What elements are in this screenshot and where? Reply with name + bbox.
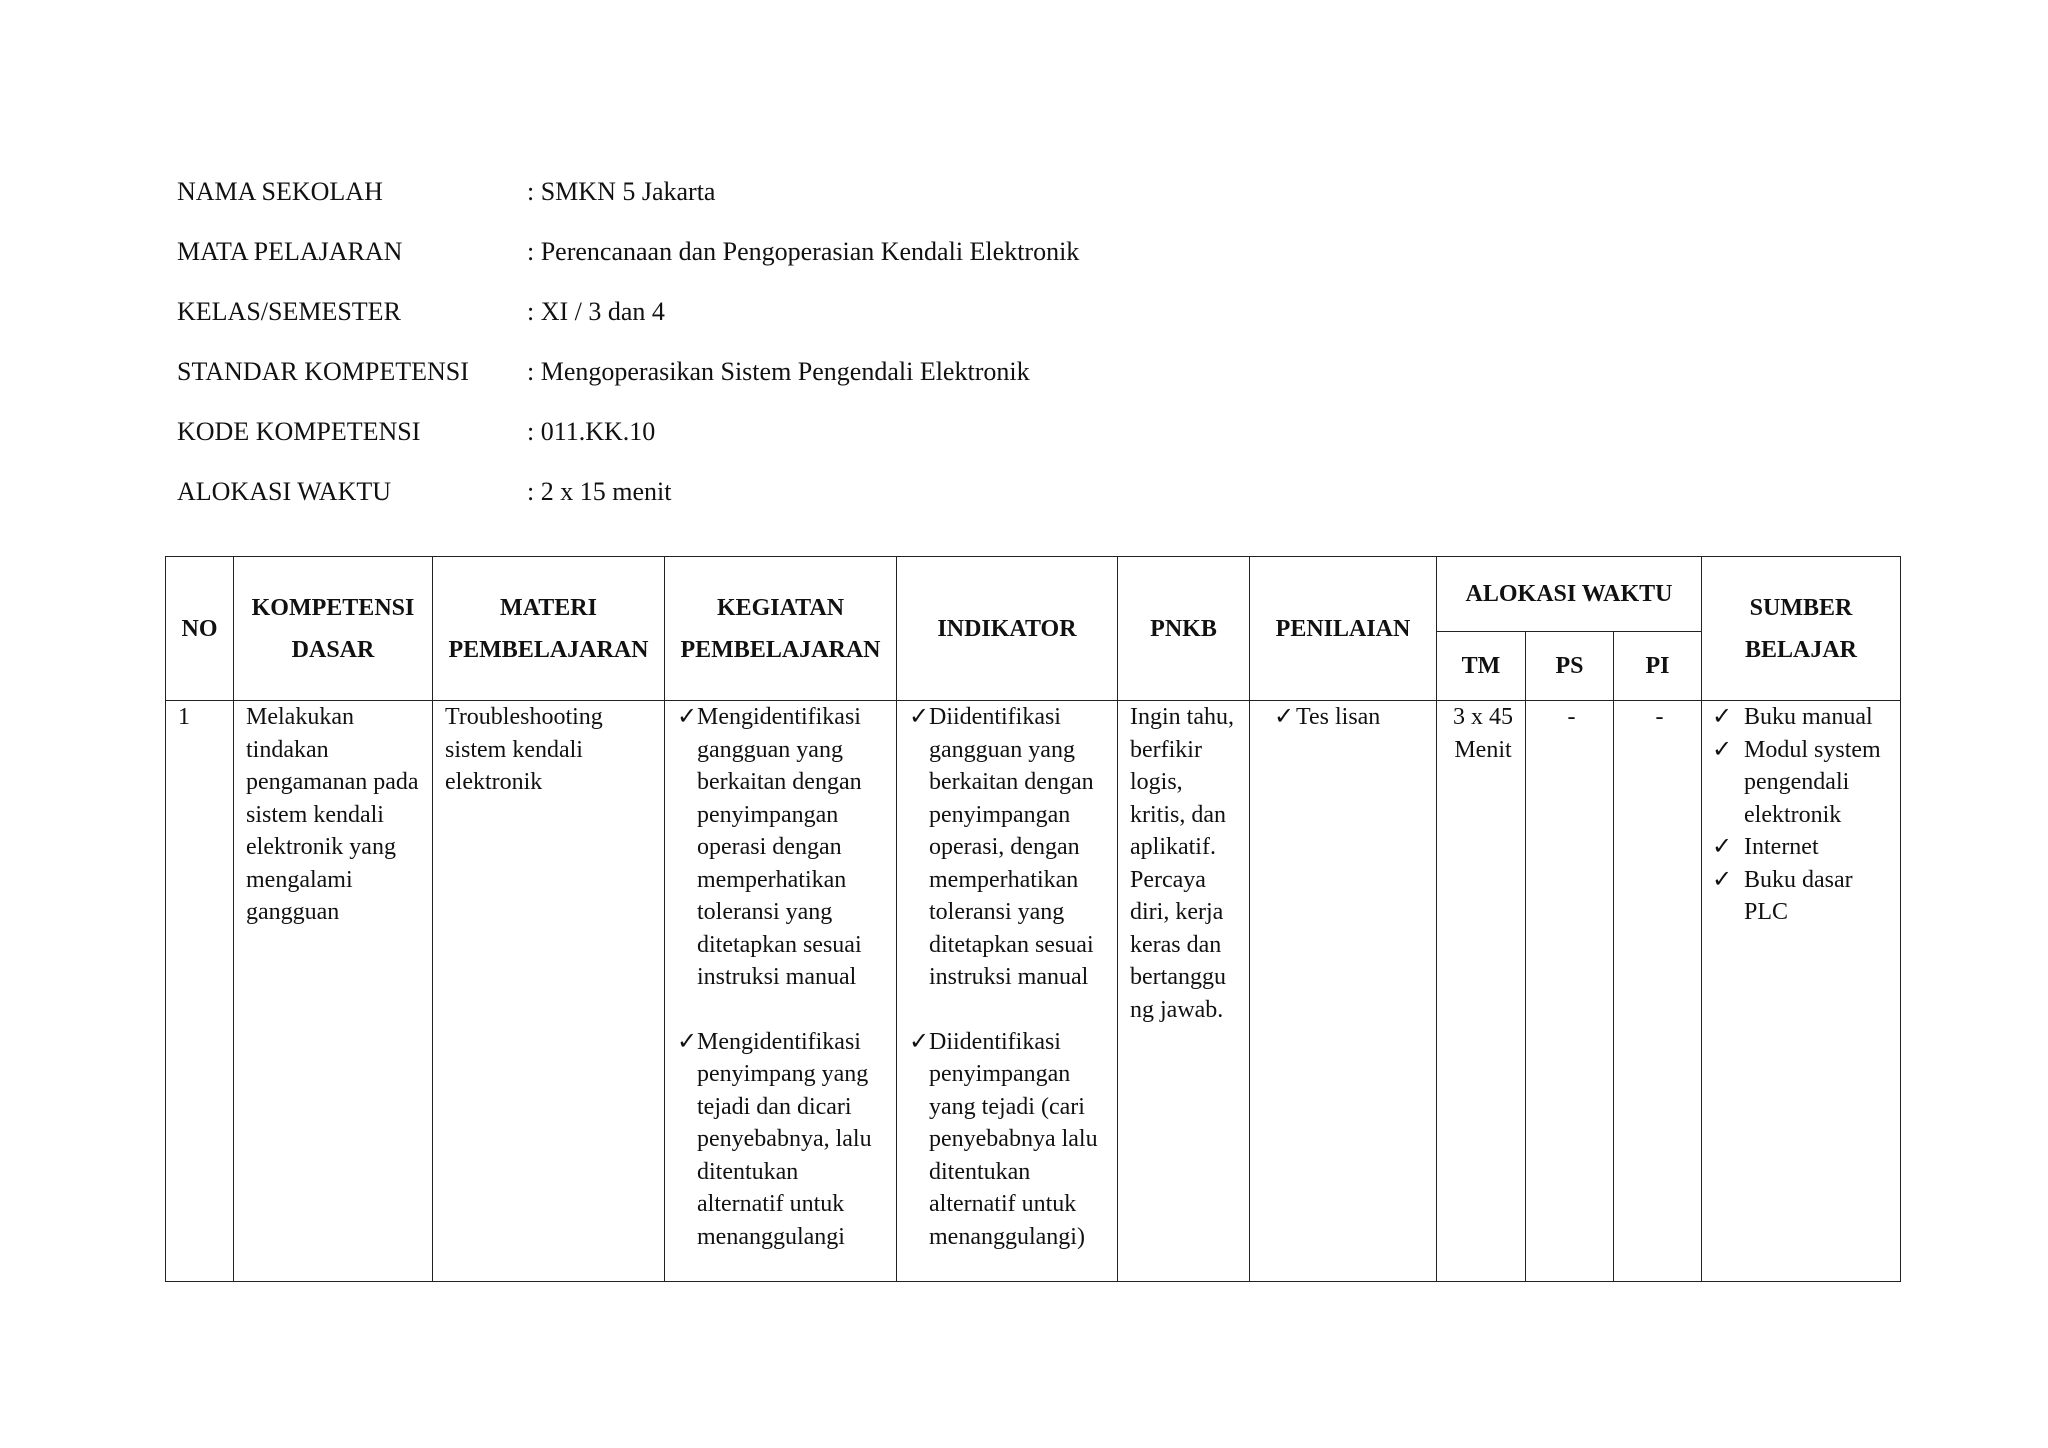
list-item — [1710, 864, 1892, 929]
cell-pi: - — [1614, 701, 1702, 1282]
header-value: : 2 x 15 menit — [527, 477, 672, 506]
cell-materi: Troubleshooting sistem kendali elektronik — [433, 701, 665, 1282]
header-label: NAMA SEKOLAH — [177, 177, 383, 206]
header-value: : XI / 3 dan 4 — [527, 297, 665, 326]
checkmark-icon: ✓ — [1712, 834, 1733, 860]
list-item-text: Buku manual — [1744, 704, 1873, 730]
checkmark-icon: ✓ — [1712, 736, 1733, 763]
checkmark-icon: ✓ — [909, 704, 930, 730]
checkmark-icon: ✓ — [909, 1028, 930, 1055]
list-item — [1710, 701, 1892, 734]
header-label: KELAS/SEMESTER — [177, 297, 401, 326]
header-row-standar-kompetensi — [177, 348, 1877, 408]
indikator-list — [909, 701, 1109, 1253]
header-kompetensi-dasar — [234, 557, 433, 701]
cell-penilaian — [1250, 701, 1437, 1282]
header-row-nama-sekolah — [177, 168, 1877, 228]
header-line: DASAR — [291, 636, 375, 663]
list-item — [1710, 734, 1892, 832]
list-item-text: Diidentifikasi penyimpangan yang tejadi (cari penyebabnya lalu ditentukan alternatif untuk menanggulangi) — [929, 1028, 1098, 1250]
checkmark-icon: ✓ — [677, 704, 698, 730]
cell-pnkb: Ingin tahu, berfikir logis, kritis, dan aplikatif. Percaya diri, kerja keras dan bertanggu ng jawab. — [1118, 701, 1250, 1282]
header-line: BELAJAR — [1744, 636, 1858, 663]
list-item — [909, 701, 1109, 994]
cell-kompetensi-dasar: Melakukan tindakan pengamanan pada sistem kendali elektronik yang mengalami gangguan — [234, 701, 433, 1282]
syllabus-table — [165, 556, 1901, 1282]
header-kegiatan — [665, 557, 897, 701]
header-label: STANDAR KOMPETENSI — [177, 357, 469, 386]
list-item-text: Buku dasar PLC — [1744, 866, 1853, 925]
list-item — [677, 701, 888, 994]
identity-header — [177, 168, 1877, 528]
table-row — [166, 701, 1901, 1282]
header-row-mata-pelajaran — [177, 228, 1877, 288]
cell-tm: 3 x 45 Menit — [1437, 701, 1526, 1282]
header-line: KEGIATAN — [716, 594, 845, 621]
header-label: ALOKASI WAKTU — [177, 477, 392, 506]
sumber-list — [1710, 701, 1892, 929]
cell-ps: - — [1526, 701, 1614, 1282]
header-ps: PS — [1526, 632, 1614, 701]
list-item-text: Mengidentifikasi penyimpang yang tejadi dan dicari penyebabnya, lalu ditentukan alternatif untuk menanggulangi — [697, 1028, 872, 1250]
cell-no: 1 — [166, 701, 234, 1282]
header-value: : 011.KK.10 — [527, 417, 656, 446]
header-row-kode-kompetensi — [177, 408, 1877, 468]
cell-indikator — [897, 701, 1118, 1282]
cell-sumber-belajar — [1702, 701, 1901, 1282]
header-line: PEMBELAJARAN — [448, 636, 649, 663]
header-value: : SMKN 5 Jakarta — [527, 177, 716, 206]
header-line: SUMBER — [1749, 594, 1853, 621]
header-sumber-belajar — [1702, 557, 1901, 701]
header-row-kelas-semester — [177, 288, 1877, 348]
penilaian-text: Tes lisan — [1296, 704, 1381, 730]
header-line: KOMPETENSI — [251, 594, 415, 621]
penilaian-item — [1262, 701, 1428, 734]
header-indikator: INDIKATOR — [897, 557, 1118, 701]
list-item — [677, 1026, 888, 1254]
list-item — [909, 1026, 1109, 1254]
header-tm: TM — [1437, 632, 1526, 701]
header-penilaian: PENILAIAN — [1250, 557, 1437, 701]
header-pi: PI — [1614, 632, 1702, 701]
list-item-text: Mengidentifikasi gangguan yang berkaitan dengan penyimpangan operasi dengan memperhatikan toleransi yang ditetapkan sesuai instruksi manual — [697, 704, 862, 990]
checkmark-icon: ✓ — [1712, 704, 1733, 730]
checkmark-icon: ✓ — [677, 1028, 698, 1055]
header-value: : Mengoperasikan Sistem Pengendali Elektronik — [527, 357, 1030, 386]
list-item-text: Internet — [1744, 834, 1819, 860]
header-no: NO — [166, 557, 234, 701]
header-value: : Perencanaan dan Pengoperasian Kendali Elektronik — [527, 237, 1080, 266]
list-item-text: Modul system pengendali elektronik — [1744, 736, 1881, 828]
header-label: KODE KOMPETENSI — [177, 417, 421, 446]
header-alokasi-waktu: ALOKASI WAKTU — [1437, 557, 1702, 632]
checkmark-icon: ✓ — [1274, 704, 1295, 730]
checkmark-icon: ✓ — [1712, 866, 1733, 893]
kegiatan-list — [677, 701, 888, 1253]
header-materi — [433, 557, 665, 701]
header-line: PEMBELAJARAN — [680, 636, 881, 663]
header-label: MATA PELAJARAN — [177, 237, 403, 266]
header-pnkb: PNKB — [1118, 557, 1250, 701]
cell-kegiatan — [665, 701, 897, 1282]
list-item-text: Diidentifikasi gangguan yang berkaitan dengan penyimpangan operasi, dengan memperhatikan toleransi yang ditetapkan sesuai instruksi manual — [929, 704, 1094, 990]
header-line: MATERI — [500, 594, 597, 621]
list-item — [1710, 831, 1892, 864]
header-row-alokasi-waktu — [177, 468, 1877, 528]
